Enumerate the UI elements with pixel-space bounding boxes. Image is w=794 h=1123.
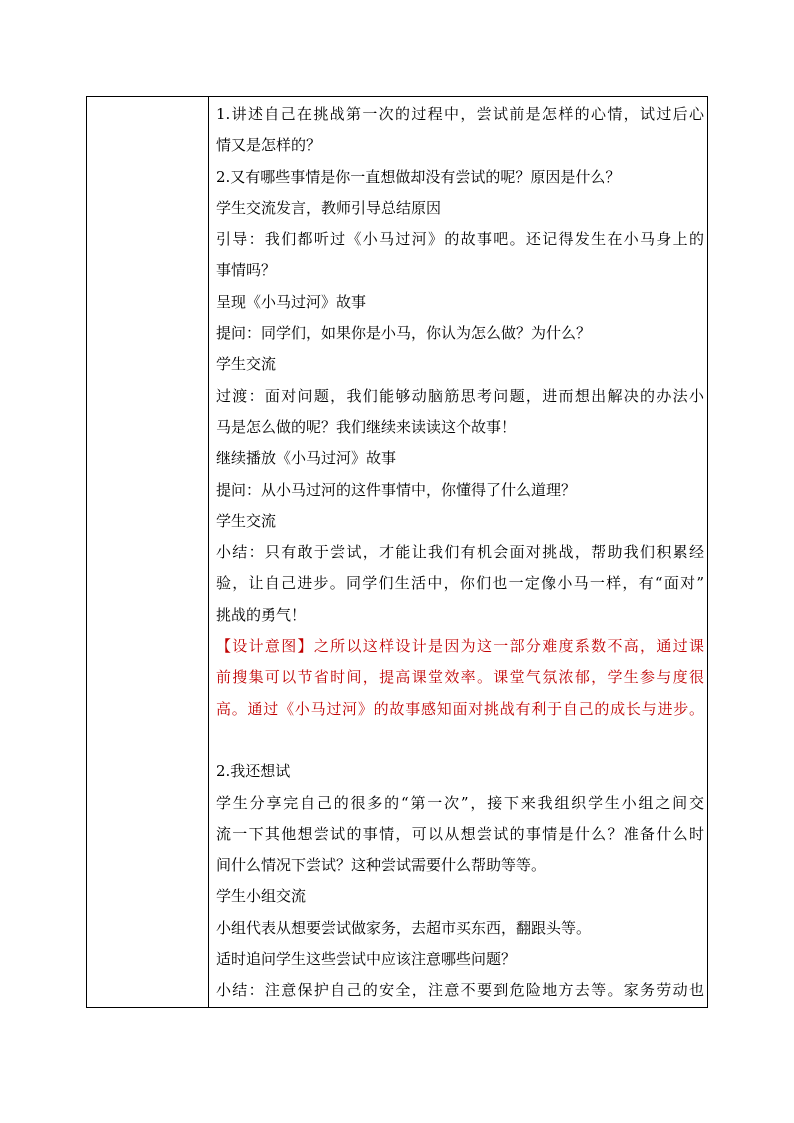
text-line: 学生小组交流: [216, 887, 307, 906]
blank-line: [216, 725, 704, 756]
text-line: 引导：我们都听过《小马过河》的故事吧。还记得发生在小马身上的: [216, 230, 704, 249]
text-line: 2.又有哪些事情是你一直想做却没有尝试的呢？原因是什么？: [216, 167, 621, 186]
text-line: 马是怎么做的呢？我们继续来读读这个故事！: [216, 417, 517, 436]
text-line: 【设计意图】之所以这样设计是因为这一部分难度系数不高，通过课: [216, 637, 704, 656]
text-line: 学生交流发言，教师引导总结原因: [216, 198, 442, 217]
text-line: 高。通过《小马过河》的故事感知面对挑战有利于自己的成长与进步。: [216, 699, 704, 718]
column-divider: [208, 97, 209, 1007]
text-line: 事情吗？: [216, 261, 277, 280]
text-line: 间什么情况下尝试？这种尝试需要什么帮助等等。: [216, 856, 547, 875]
text-line: 提问：从小马过河的这件事情中，你懂得了什么道理？: [216, 480, 577, 499]
text-line: 挑战的勇气！: [216, 605, 307, 624]
text-line: 过渡：面对问题，我们能够动脑筋思考问题，进而想出解决的办法小: [216, 386, 704, 405]
text-line: 提问：同学们，如果你是小马，你认为怎么做？为什么？: [216, 324, 592, 343]
text-line: 呈现《小马过河》故事: [216, 292, 367, 311]
text-line: 继续播放《小马过河》故事: [216, 449, 397, 468]
text-line: 适时追问学生这些尝试中应该注意哪些问题？: [216, 950, 517, 969]
text-line: 2.我还想试: [216, 762, 291, 781]
text-line: 学生交流: [216, 355, 277, 374]
lesson-table: [86, 96, 708, 1008]
text-line: 情又是怎样的？: [216, 136, 322, 155]
text-line: 前搜集可以节省时间，提高课堂效率。课堂气氛浓郁，学生参与度很: [216, 668, 704, 687]
text-line: 小结：只有敢于尝试，才能让我们有机会面对挑战，帮助我们积累经: [216, 543, 704, 562]
text-line: 小结：注意保护自己的安全，注意不要到危险地方去等。家务劳动也: [216, 981, 704, 1000]
text-line: 小组代表从想要尝试做家务，去超市买东西，翻跟头等。: [216, 918, 592, 937]
text-line: 学生分享完自己的很多的“第一次”，接下来我组织学生小组之间交: [216, 793, 704, 812]
text-line: 流一下其他想尝试的事情，可以从想尝试的事情是什么？准备什么时: [216, 824, 704, 843]
text-line: 验，让自己进步。同学们生活中，你们也一定像小马一样，有“面对”: [216, 574, 704, 593]
lesson-content-cell: [216, 99, 704, 1007]
text-line: 学生交流: [216, 511, 277, 530]
text-line: 1.讲述自己在挑战第一次的过程中，尝试前是怎样的心情，试过后心: [216, 105, 704, 123]
